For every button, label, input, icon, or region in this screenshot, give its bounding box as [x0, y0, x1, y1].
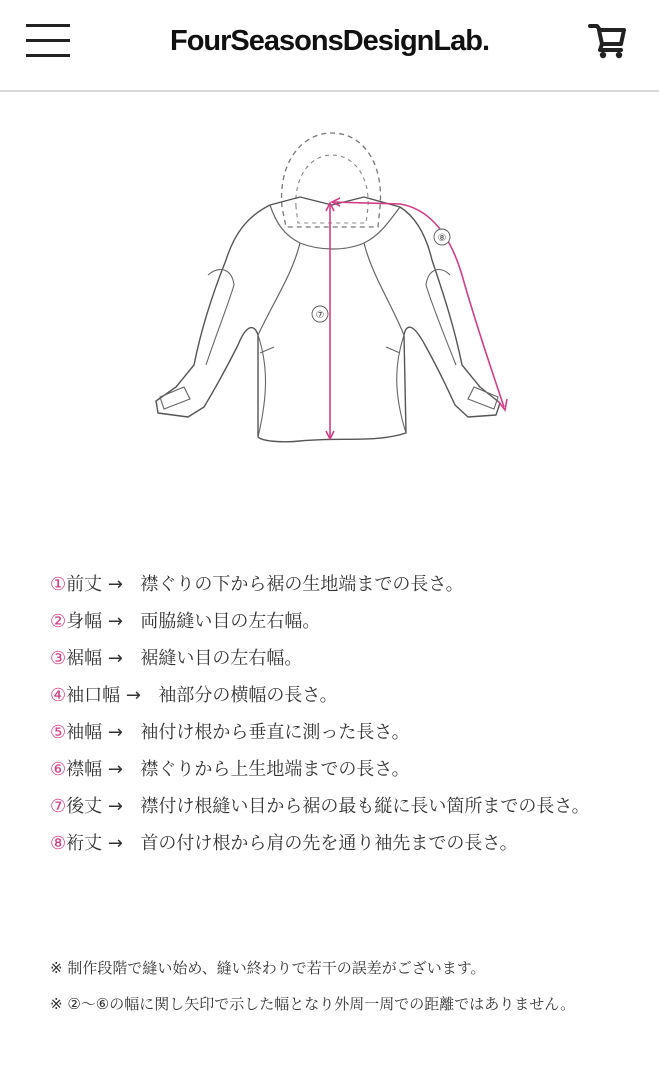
item-desc: 襟ぐりから上生地端までの長さ。: [140, 759, 410, 780]
item-desc: 裾縫い目の左右幅。: [140, 648, 303, 669]
item-term: 裄丈 →: [66, 833, 123, 854]
item-term: 裾幅 →: [66, 648, 123, 669]
site-header: [0, 0, 659, 92]
list-item: [50, 603, 610, 640]
item-desc: 袖部分の横幅の長さ。: [158, 685, 338, 706]
item-desc: 襟ぐりの下から裾の生地端までの長さ。: [140, 574, 464, 595]
note-width: ※ ②〜⑥の幅に関し矢印で示した幅となり外周一周での距離ではありません。: [50, 995, 576, 1013]
item-term: 襟幅 →: [66, 759, 123, 780]
item-number: ⑧: [50, 833, 67, 854]
item-number: ⑤: [50, 722, 67, 743]
item-number: ①: [50, 574, 67, 595]
item-term: 前丈 →: [66, 574, 123, 595]
jacket-measurement-diagram: [150, 125, 520, 450]
note-tolerance: ※ 制作段階で縫い始め、縫い終わりで若干の誤差がございます。: [50, 959, 486, 977]
item-number: ④: [50, 685, 67, 706]
list-item: [50, 677, 610, 714]
item-number: ⑦: [50, 796, 67, 817]
list-item: [50, 788, 610, 825]
item-term: 後丈 →: [66, 796, 123, 817]
notes-section: [50, 950, 610, 1022]
list-item: [50, 640, 610, 677]
item-number: ②: [50, 611, 67, 632]
item-number: ⑥: [50, 759, 67, 780]
item-term: 身幅 →: [66, 611, 123, 632]
item-desc: 首の付け根から肩の先を通り袖先までの長さ。: [140, 833, 518, 854]
measurement-list: [50, 566, 610, 862]
item-term: 袖口幅 →: [66, 685, 141, 706]
measurement-8-label: ⑧: [437, 233, 447, 244]
item-term: 袖幅 →: [66, 722, 123, 743]
list-item: [50, 566, 610, 603]
item-number: ③: [50, 648, 67, 669]
list-item: [50, 714, 610, 751]
list-item: [50, 825, 610, 862]
list-item: [50, 751, 610, 788]
item-desc: 袖付け根から垂直に測った長さ。: [140, 722, 410, 743]
brand-logo[interactable]: FourSeasonsDesignLab.: [169, 25, 489, 57]
cart-icon[interactable]: [588, 20, 628, 60]
item-desc: 両脇縫い目の左右幅。: [140, 611, 321, 632]
measurement-7-label: ⑦: [315, 310, 325, 321]
item-desc: 襟付け根縫い目から裾の最も縦に長い箇所までの長さ。: [140, 796, 590, 817]
